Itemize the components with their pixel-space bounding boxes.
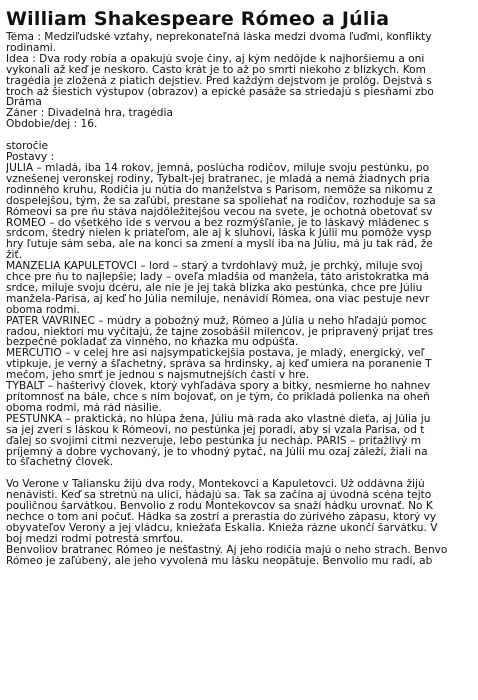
text-line: boj medzi rodmi potrestá smrťou.	[6, 533, 184, 545]
genre-line: Žáner : Divadelná hra, tragédia	[6, 108, 173, 120]
text-line: obyvateľov Verony a jej vládcu, kniežaťa Eskalia. Kniežа rázne ukončí šarvátku. V	[6, 522, 438, 534]
characters-heading: Postavy :	[6, 152, 55, 163]
text-line: TYBALT – hašterivý človek, ktorý vyhľadáva spory a bitky, nesmierne ho nahnev	[6, 381, 431, 392]
story-block	[6, 479, 478, 566]
characters-block	[6, 141, 478, 468]
text-line: PÁTER VAVRINEC – múdry a pobožný muž, Rómeo a Júlia u neho hľadajú pomoc	[6, 315, 427, 327]
genre-kind-line: Dráma	[6, 97, 42, 109]
idea-line-cont: troch až šiestich výstupov (obrazov) a epické pasáže sa striedajú s piesňami zbo	[6, 86, 434, 98]
text-line: srdcom, štedrý nielen k priateľom, ale aj k sluhovi, láska k Júlii mu pomôže vysp	[6, 228, 432, 240]
text-line: mečom, jeho smrť je jednou s najsmutnejších častí v hre.	[6, 370, 310, 382]
idea-line-cont: vykonali až keď je neskoro. Často krát je to až po smrti niekoho z blízkych. Kom	[6, 64, 426, 76]
text-line: MANŽELIA KAPULETOVCI – lord – starý a tvrdohlavý muž, je prchký, miluje svoj	[6, 261, 423, 273]
text-line: dospelejšou, tým, že sa zaľúbi, prestane sa spoliehať na rodičov, rozhoduje sa sa	[6, 195, 436, 207]
text-line: príjemný a dobre vychovaný, je to vhodný pytač, na Júlii mu ozaj záleží, žiali na	[6, 446, 428, 458]
text-line: vznešenej veronskej rodiny, Tybalt-jej bratranec, je mladá a nemá žiadnych pria	[6, 173, 430, 185]
text-line: MERCUTIO – v celej hre asi najsympatickejšia postava, je mladý, energický, veľ	[6, 348, 425, 360]
text-line: žiť.	[6, 250, 23, 262]
text-line: to šľachetný človek.	[6, 457, 114, 469]
paragraph-gap	[6, 468, 478, 479]
theme-line-cont: rodinami.	[6, 42, 57, 54]
text-line: RÓMEO – do všetkého ide s vervou a bez rozmýšľanie, je to láskavý mládenec s	[6, 217, 429, 229]
theme-line: Téma : Medziľudské vzťahy, neprekonateľná láska medzi dvoma ľuďmi, konflikty	[6, 32, 432, 43]
paragraph-gap	[6, 130, 478, 141]
period-line: Obdobie/dej : 16.	[6, 119, 98, 131]
text-line: JÚLIA – mladá, iba 14 rokov, jemná, poslúcha rodičov, miluje svoju pestúnku, po	[6, 162, 430, 174]
text-line: oboma rodmi, má rád násilie.	[6, 402, 162, 414]
text-line: bezpečné pokladať za vinného, no kňazka mu odpúšťa.	[6, 337, 299, 349]
text-line: storočie	[6, 141, 49, 153]
text-line: prítomnosť na bále, chce s ním bojovať, on je tým, čo prikladá polienka na oheň	[6, 392, 430, 403]
text-line: oboma rodmi.	[6, 304, 80, 316]
text-line: sa jej zverí s láskou k Rómeovi, no pestúnka jej poradí, aby si vzala Parisa, od t	[6, 424, 425, 436]
text-line: Rómeovi sa pre ňu stáva najdôležitejšou vecou na svete, je ochotná obetovať sv	[6, 206, 433, 218]
text-line: nenávisti. Keď sa stretnú na ulici, hádajú sa. Tak sa začína aj úvodná scéna tejto	[6, 490, 432, 502]
text-line: radou, niektorí mu vyčítajú, že tajne zosobášil milencov, je pripravený prijať tres	[6, 326, 434, 338]
text-line: srdce, miluje svoju dcéru, ale nie je jej taká blízka ako pestúnka, chce pre Júliu	[6, 282, 423, 294]
text-line: nechce o tom ani počuť. Hádka sa zostrí a prerastia do zúrivého zápasu, ktorý vy	[6, 512, 437, 523]
text-line: pouličnou šarvátkou. Benvolio z rodu Montekovcov sa snaží hádku urovnať. No K	[6, 501, 433, 513]
text-line: rodinného kruhu, Rodičia ju nútia do manželstva s Parisom, nemôže sa nikomu z	[6, 184, 433, 196]
text-line: vtipkuje, je verný a šľachetný, správa sa hrdinsky, aj keď umiera na poranenie T	[6, 359, 432, 371]
text-line: Vo Verone v Taliansku žijú dva rody, Montekovci a Kapuletovci. Už oddávna žijú	[6, 479, 425, 491]
idea-line-cont: tragédia je zložená z piatich dejstiev. Pred každým dejstvom je prológ. Dejstvá s	[6, 75, 432, 87]
text-line: PESTÚNKA – praktická, no hlúpa žena, Júliu má rada ako vlastné dieťa, aj Júlia ju	[6, 413, 431, 425]
text-line: manžela-Parisa, aj keď ho Júlia nemiluje, nenávidí Rómea, ona viac pestuje nevr	[6, 293, 430, 305]
text-line: ďalej so svojimi citmi nezveruje, lebo pestúnka ju necháp. PARIS – priťažlivý m	[6, 435, 422, 447]
header-block	[6, 32, 478, 130]
text-line: hry ľutuje sám seba, ale na konci sa zmení a myslí iba na Júliu, má ju tak rád, že	[6, 239, 433, 251]
document-page	[6, 8, 478, 700]
page-title: William Shakespeare Rómeo a Júlia	[6, 8, 390, 30]
idea-line: Idea : Dva rody robia a opakujú svoje činy, aj kým nedôjde k najhoršiemu a oni	[6, 53, 425, 65]
text-line: Benvoliov bratranec Rómeo je nešťastný. Aj jeho rodičia majú o neho strach. Benvo	[6, 544, 448, 556]
text-line: Rómeo je zaľúbený, ale jeho vyvolená mu lásku neopätuje. Benvolio mu radí, ab	[6, 555, 433, 567]
text-line: chce pre ňu to najlepšie; lady – oveľa mladšia od manžela, táto aristokratka má	[6, 272, 430, 283]
